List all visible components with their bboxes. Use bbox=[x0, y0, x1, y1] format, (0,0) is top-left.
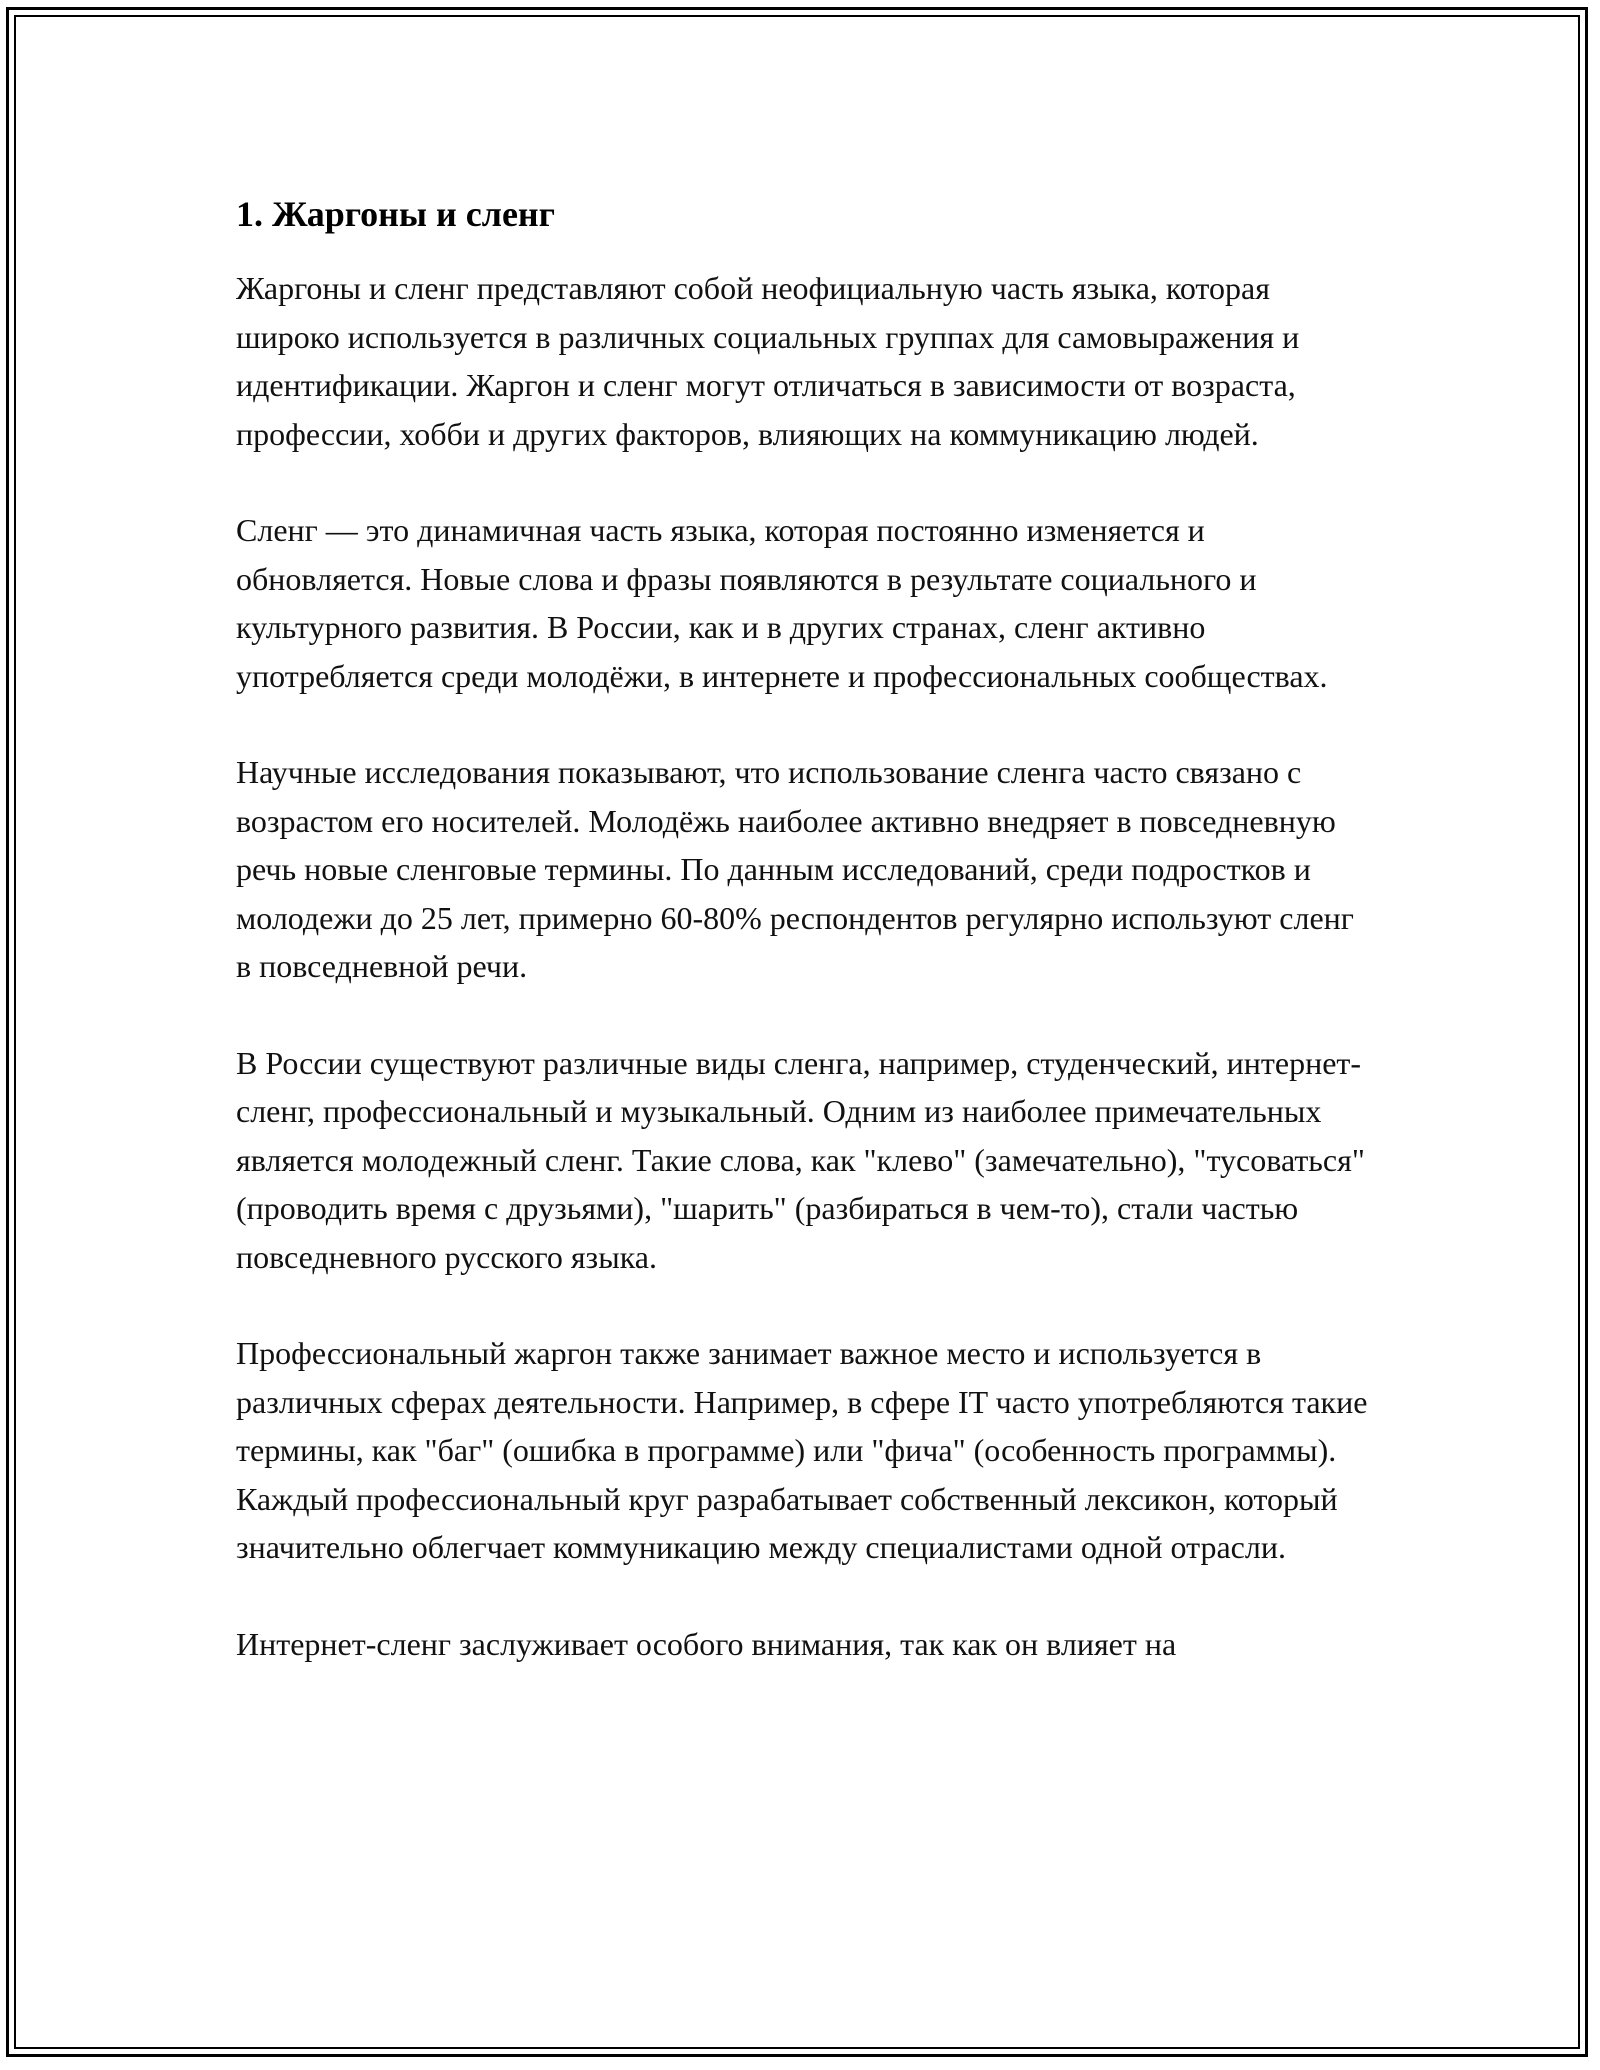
paragraph-research: Научные исследования показывают, что использование сленга часто связано с возрастом его носителей. Молодёжь наиболее активно внедряет в повседневную речь новые сленговые термины. По данным исследований, среди подростков и молодежи до 25 лет, примерно 60-80% респондентов регулярно используют сленг в повседневной речи. bbox=[236, 754, 1354, 984]
paragraph-professional-jargon: Профессиональный жаргон также занимает важное место и используется в различных сферах деятельности. Например, в сфере IT часто употребляются такие термины, как "баг" (ошибка в программе) или "фича" (особенность программы). Каждый профессиональный круг разрабатывает собственный лексикон, который значительно облегчает коммуникацию между специалистами одной отрасли. bbox=[236, 1335, 1368, 1565]
paragraph-slang-types: В России существуют различные виды сленга, например, студенческий, интернет-сленг, профессиональный и музыкальный. Одним из наиболее примечательных является молодежный сленг. Такие слова, как "клево" (замечательно), "тусоваться" (проводить время с друзьями), "шарить" (разбираться в чем-то), стали частью повседневного русского языка. bbox=[236, 1044, 1365, 1275]
paragraph-slang-dynamics: Сленг — это динамичная часть языка, которая постоянно изменяется и обновляется. Новые слова и фразы появляются в результате социального и культурного развития. В России, как и в других странах, сленг активно употребляется среди молодёжи, в интернете и профессиональных сообществах. bbox=[236, 512, 1328, 694]
paragraph-internet-slang: Интернет-сленг заслуживает особого внимания, так как он влияет на bbox=[236, 1625, 1177, 1662]
section-heading: 1. Жаргоны и сленг bbox=[236, 194, 556, 234]
paragraph-intro: Жаргоны и сленг представляют собой неофициальную часть языка, которая широко используется в различных социальных группах для самовыражения и идентификации. Жаргон и сленг могут отличаться в зависимости от возраста, профессии, хобби и других факторов, влияющих на коммуникацию людей. bbox=[236, 270, 1300, 452]
document-body bbox=[236, 190, 1376, 1668]
